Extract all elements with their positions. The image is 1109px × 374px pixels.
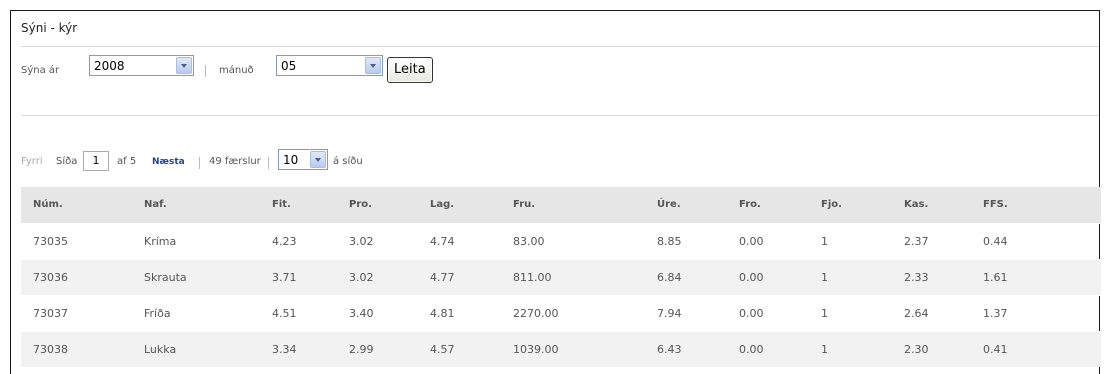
cell: 2.37 <box>892 223 971 259</box>
cell: 1.37 <box>971 295 1101 331</box>
month-select-value: 05 <box>281 59 297 73</box>
pager-records: 49 færslur <box>209 156 261 167</box>
divider <box>21 46 1099 47</box>
cell: 0.00 <box>727 223 809 259</box>
year-label: Sýna ár <box>21 65 60 76</box>
cell: 0.41 <box>971 331 1101 367</box>
cell: 73036 <box>21 259 132 295</box>
chevron-down-icon[interactable] <box>365 57 381 74</box>
divider-pipe <box>199 157 200 169</box>
column-header[interactable]: Fru. <box>501 187 645 223</box>
table-row[interactable] <box>21 259 1101 295</box>
cell: 0.00 <box>727 295 809 331</box>
cell: 3.40 <box>337 295 418 331</box>
pager-of-label: af 5 <box>117 156 137 167</box>
cell: 0.00 <box>727 331 809 367</box>
column-header[interactable]: Núm. <box>21 187 132 223</box>
cell: Lukka <box>132 331 260 367</box>
cell: 2.33 <box>892 259 971 295</box>
table-row[interactable] <box>21 295 1101 331</box>
table-row[interactable] <box>21 331 1101 367</box>
cell: 811.00 <box>501 259 645 295</box>
column-header[interactable]: Lag. <box>418 187 501 223</box>
page-input[interactable]: 1 <box>83 151 109 171</box>
divider-pipe <box>205 65 206 77</box>
year-select[interactable] <box>89 55 194 76</box>
cell: 1039.00 <box>501 331 645 367</box>
search-button[interactable]: Leita <box>387 57 433 83</box>
cell: 4.23 <box>260 223 337 259</box>
cell: Skrauta <box>132 259 260 295</box>
cell: 6.84 <box>645 259 727 295</box>
chevron-down-icon[interactable] <box>310 151 326 168</box>
pager-page-label: Síða <box>56 156 78 167</box>
column-header[interactable]: FFS. <box>971 187 1101 223</box>
column-header[interactable]: Fro. <box>727 187 809 223</box>
cell: 4.77 <box>418 259 501 295</box>
cell: 83.00 <box>501 223 645 259</box>
cell: 1 <box>809 259 892 295</box>
cell: 4.81 <box>418 295 501 331</box>
cell: 2.64 <box>892 295 971 331</box>
cell: 4.74 <box>418 223 501 259</box>
cell: 7.94 <box>645 295 727 331</box>
samples-table <box>21 187 1101 367</box>
per-page-select[interactable] <box>278 149 328 170</box>
cell: 4.51 <box>260 295 337 331</box>
cell: 73038 <box>21 331 132 367</box>
column-header[interactable]: Kas. <box>892 187 971 223</box>
cell: 3.34 <box>260 331 337 367</box>
cell: 3.02 <box>337 223 418 259</box>
samples-panel <box>10 10 1100 374</box>
cell: 3.71 <box>260 259 337 295</box>
column-header[interactable]: Fit. <box>260 187 337 223</box>
column-header[interactable]: Fjo. <box>809 187 892 223</box>
per-page-label: á síðu <box>333 156 363 167</box>
month-label: mánuð <box>219 65 254 76</box>
cell: 1 <box>809 223 892 259</box>
cell: 1 <box>809 331 892 367</box>
month-select[interactable] <box>276 55 383 76</box>
divider-pipe <box>268 157 269 169</box>
cell: Fríða <box>132 295 260 331</box>
cell: Kríma <box>132 223 260 259</box>
cell: 0.00 <box>727 259 809 295</box>
cell: 2270.00 <box>501 295 645 331</box>
per-page-value: 10 <box>283 153 299 167</box>
panel-title: Sýni - kýr <box>21 21 78 35</box>
column-header[interactable]: Naf. <box>132 187 260 223</box>
table-row[interactable] <box>21 223 1101 259</box>
cell: 73035 <box>21 223 132 259</box>
chevron-down-icon[interactable] <box>176 57 192 74</box>
divider <box>21 115 1099 116</box>
year-select-value: 2008 <box>94 59 125 73</box>
cell: 8.85 <box>645 223 727 259</box>
cell: 2.30 <box>892 331 971 367</box>
cell: 73037 <box>21 295 132 331</box>
cell: 0.44 <box>971 223 1101 259</box>
pager-next-link[interactable]: Næsta <box>152 157 185 167</box>
cell: 1.61 <box>971 259 1101 295</box>
cell: 6.43 <box>645 331 727 367</box>
cell: 4.57 <box>418 331 501 367</box>
cell: 3.02 <box>337 259 418 295</box>
cell: 2.99 <box>337 331 418 367</box>
pager-previous[interactable]: Fyrri <box>21 156 43 167</box>
table-header-row <box>21 187 1101 223</box>
column-header[interactable]: Pro. <box>337 187 418 223</box>
column-header[interactable]: Úre. <box>645 187 727 223</box>
cell: 1 <box>809 295 892 331</box>
